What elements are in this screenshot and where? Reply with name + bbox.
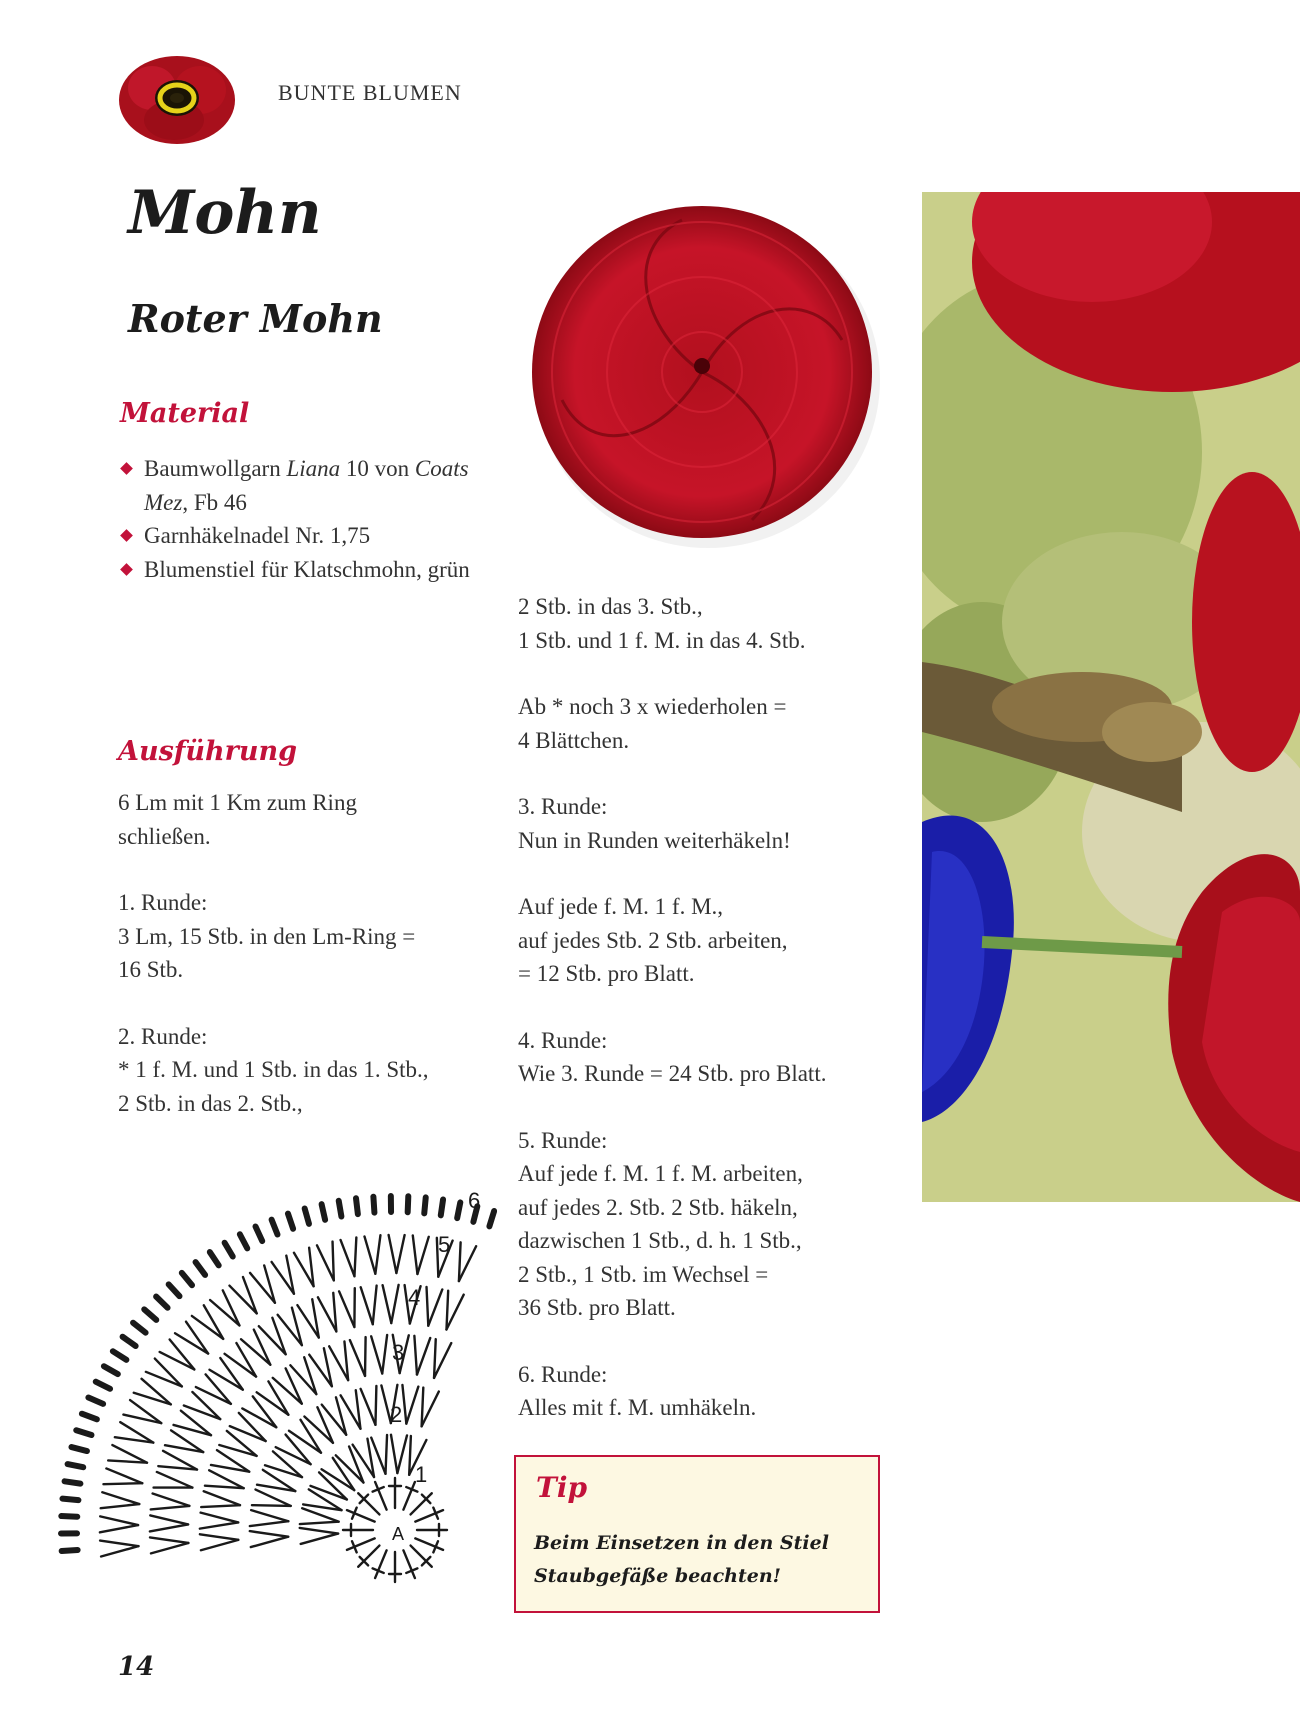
chart-stitch — [96, 1382, 110, 1389]
chart-stitch — [459, 1246, 476, 1281]
chart-stitch — [156, 1297, 167, 1308]
chart-stitch — [223, 1290, 240, 1325]
chart-stitch — [417, 1237, 428, 1274]
chart-stitch — [317, 1245, 334, 1280]
chart-stitch — [82, 1414, 97, 1420]
chart-stitch — [240, 1234, 247, 1248]
chart-stitch — [252, 1505, 291, 1506]
chart-stitch — [61, 1516, 77, 1517]
chart-stitch — [155, 1359, 182, 1387]
crochet-diagram — [40, 1180, 510, 1620]
chart-stitch — [241, 1339, 270, 1365]
chart-stitch — [371, 1336, 382, 1373]
chart-stitch — [71, 1447, 86, 1451]
instruction-step: 3. Runde: Nun in Runden weiterhäkeln! — [518, 794, 791, 853]
chart-stitch — [200, 1534, 238, 1540]
running-head: BUNTE BLUMEN — [278, 80, 462, 105]
chart-stitch — [288, 1214, 293, 1229]
tip-box — [514, 1455, 880, 1613]
chart-stitch — [411, 1546, 432, 1567]
chart-stitch — [104, 1366, 118, 1374]
chart-stitch — [414, 1336, 417, 1375]
chart-stitch — [396, 1235, 404, 1273]
bullet-icon — [120, 529, 133, 542]
chart-stitch — [251, 1510, 288, 1521]
chart-stitch — [364, 1236, 375, 1273]
chart-stitch — [300, 1522, 339, 1524]
chart-stitch — [169, 1284, 180, 1296]
chart-stitch — [273, 1378, 302, 1404]
instruction-step: 6 Lm mit 1 Km zum Ring schließen. — [118, 790, 357, 849]
chart-stitch — [123, 1337, 136, 1346]
chart-stitch — [375, 1386, 376, 1425]
instructions-heading: Ausführung — [118, 736, 298, 767]
chart-stitch — [389, 1235, 397, 1273]
chart-stitch — [225, 1354, 256, 1377]
chart-stitch — [201, 1540, 238, 1550]
chart-stitch — [339, 1201, 342, 1217]
chart-stitch — [182, 1273, 192, 1285]
chart-stitch — [322, 1204, 326, 1220]
chart-stitch — [403, 1482, 414, 1510]
chart-stitch — [406, 1387, 418, 1424]
chart-stitch — [347, 1538, 375, 1549]
material-item: Garnhäkelnadel Nr. 1,75 — [120, 519, 500, 553]
chart-stitch — [68, 1464, 84, 1467]
chart-stitch — [300, 1528, 338, 1534]
chart-stitch — [100, 1525, 138, 1532]
chart-stitch — [151, 1506, 190, 1510]
diagram-label-6: 6 — [468, 1188, 481, 1213]
chart-stitch — [157, 1472, 193, 1488]
chart-stitch — [301, 1534, 338, 1544]
instruction-step: 6. Runde: Alles mit f. M. umhäkeln. — [518, 1361, 757, 1420]
material-item: Blumenstiel für Klatschmohn, grün — [120, 553, 500, 587]
chart-stitch — [422, 1392, 439, 1427]
material-item: Baumwollgarn Liana 10 von Coats Mez, Fb 46 — [120, 452, 500, 519]
chart-stitch — [106, 1468, 142, 1483]
chart-stitch — [250, 1531, 288, 1537]
chart-stitch — [361, 1287, 373, 1324]
chart-stitch — [201, 1505, 240, 1507]
bullet-icon — [120, 462, 133, 475]
chart-stitch — [317, 1407, 333, 1443]
chart-stitch — [65, 1481, 81, 1483]
chart-stitch — [239, 1413, 266, 1441]
instructions-column-2 — [518, 590, 918, 1425]
chart-stitch — [146, 1372, 182, 1387]
chart-stitch — [153, 1494, 190, 1506]
chart-stitch — [88, 1398, 103, 1404]
chart-stitch — [375, 1482, 386, 1510]
chart-stitch — [428, 1289, 442, 1325]
chart-stitch — [133, 1323, 146, 1333]
chart-stitch — [268, 1381, 288, 1414]
chart-stitch — [373, 1197, 374, 1213]
chart-stitch — [434, 1339, 436, 1378]
chart-stitch — [302, 1508, 338, 1521]
poppy-icon — [112, 50, 242, 150]
chart-stitch — [373, 1286, 377, 1325]
instruction-step: Auf jede f. M. 1 f. M., auf jedes Stb. 2 Stb. arbeiten, = 12 Stb. pro Blatt. — [518, 894, 788, 986]
page-subtitle: Roter Mohn — [128, 296, 383, 341]
chart-stitch — [391, 1285, 398, 1323]
chart-stitch — [151, 1543, 188, 1553]
chart-stitch — [358, 1493, 379, 1514]
chart-stitch — [356, 1198, 358, 1214]
chart-stitch — [446, 1295, 463, 1330]
chart-stitch — [402, 1385, 406, 1424]
chart-stitch — [441, 1199, 443, 1215]
chart-stitch — [347, 1510, 375, 1521]
diagram-label-a: A — [392, 1524, 405, 1544]
chart-stitch — [62, 1550, 78, 1551]
chart-stitch — [382, 1335, 387, 1374]
instruction-step: 2 Stb. in das 3. Stb., 1 Stb. und 1 f. M. in das 4. Stb. — [518, 594, 806, 653]
chart-stitch — [103, 1483, 142, 1484]
chart-stitch — [253, 1396, 277, 1427]
chart-stitch — [102, 1492, 139, 1504]
chart-stitch — [403, 1550, 414, 1578]
chart-stitch — [417, 1338, 430, 1375]
chart-stitch — [225, 1243, 233, 1257]
instructions-column-1 — [118, 786, 498, 1120]
chart-stitch — [101, 1546, 138, 1556]
chart-stitch — [413, 1235, 418, 1274]
chart-stitch — [305, 1208, 309, 1223]
chart-stitch — [427, 1287, 429, 1326]
chart-stitch — [339, 1291, 354, 1327]
tip-text: Beim Einsetzen in den Stiel Staubgefäße beachten! — [534, 1532, 829, 1587]
chart-stitch — [459, 1242, 461, 1281]
instruction-step: 2. Runde: * 1 f. M. und 1 Stb. in das 1. Stb., 2 Stb. in das 2. Stb., — [118, 1023, 429, 1116]
chart-stitch — [206, 1374, 231, 1403]
page-title: Mohn — [128, 178, 322, 248]
chart-stitch — [375, 1550, 386, 1578]
chart-stitch — [150, 1524, 188, 1531]
chart-stitch — [354, 1237, 356, 1276]
diagram-label-5: 5 — [438, 1232, 451, 1257]
chart-stitch — [76, 1430, 91, 1435]
chart-stitch — [150, 1515, 188, 1524]
chart-stitch — [383, 1285, 392, 1323]
chart-stitch — [422, 1388, 424, 1427]
diagram-label-2: 2 — [390, 1402, 403, 1427]
chart-stitch — [200, 1522, 238, 1528]
chart-stitch — [457, 1202, 460, 1218]
chart-stitch — [350, 1340, 365, 1376]
bullet-icon — [120, 563, 133, 576]
chart-stitch — [375, 1235, 380, 1274]
chart-stitch — [415, 1510, 443, 1521]
chart-stitch — [62, 1499, 78, 1501]
chart-stitch — [257, 1392, 289, 1414]
chart-stitch — [236, 1343, 256, 1377]
chart-stitch — [333, 1242, 334, 1281]
diagram-label-4: 4 — [408, 1285, 421, 1310]
chart-stitch — [289, 1431, 321, 1453]
chart-stitch — [358, 1546, 379, 1567]
chart-stitch — [210, 1252, 219, 1265]
chart-stitch — [144, 1309, 156, 1320]
crocheted-flower-photo — [512, 180, 902, 560]
page-number: 14 — [118, 1652, 155, 1682]
tip-label: Tip — [536, 1471, 588, 1504]
instruction-step: Ab * noch 3 x wiederholen = 4 Blättchen. — [518, 694, 787, 753]
chart-stitch — [304, 1417, 333, 1443]
chart-stitch — [220, 1358, 243, 1390]
chart-stitch — [113, 1351, 127, 1360]
chart-stitch — [196, 1262, 206, 1275]
chart-stitch — [365, 1337, 366, 1376]
chart-stitch — [209, 1370, 242, 1390]
chart-stitch — [361, 1389, 376, 1425]
chart-stitch — [276, 1447, 311, 1464]
material-heading: Material — [120, 398, 250, 429]
chart-stitch — [301, 1420, 322, 1453]
chart-stitch — [341, 1240, 355, 1276]
chart-stitch — [150, 1537, 188, 1543]
chart-stitch — [101, 1504, 140, 1508]
chart-stitch — [201, 1513, 239, 1523]
diagram-label-1: 1 — [415, 1462, 428, 1487]
chart-stitch — [446, 1291, 448, 1330]
chart-stitch — [256, 1227, 263, 1242]
chart-stitch — [385, 1435, 387, 1474]
chart-stitch — [100, 1516, 138, 1525]
chart-stitch — [286, 1435, 311, 1465]
chart-stitch — [204, 1491, 240, 1505]
chart-stitch — [415, 1538, 443, 1549]
material-list — [120, 452, 500, 586]
chart-stitch — [250, 1521, 289, 1526]
chart-stitch — [434, 1343, 451, 1378]
chart-stitch — [160, 1352, 195, 1369]
chart-stitch — [489, 1211, 494, 1226]
chart-stitch — [251, 1537, 288, 1547]
instruction-step: 4. Runde: Wie 3. Runde = 24 Stb. pro Blatt. — [518, 1027, 827, 1086]
chart-stitch — [411, 1493, 432, 1514]
chart-stitch — [391, 1435, 397, 1473]
poppy-photo — [922, 192, 1300, 1292]
chart-stitch — [256, 1490, 291, 1506]
chart-stitch — [408, 1196, 409, 1212]
chart-stitch — [409, 1436, 411, 1475]
chart-stitch — [397, 1435, 407, 1473]
chart-stitch — [100, 1541, 138, 1547]
diagram-label-3: 3 — [392, 1340, 405, 1365]
instruction-step: 1. Runde: 3 Lm, 15 Stb. in den Lm-Ring = 16 Stb. — [118, 890, 416, 982]
chart-stitch — [424, 1197, 425, 1213]
chart-stitch — [242, 1408, 276, 1427]
chart-stitch — [272, 1220, 278, 1235]
instruction-step: 5. Runde: Auf jede f. M. 1 f. M. arbeiten, auf jedes 2. Stb. 2 Stb. häkeln, dazwischen 1 Stb., d. h. 1 Stb., 2 Stb., 1 Stb. im Wechsel = 36 Stb. pro Blatt. — [518, 1127, 803, 1320]
